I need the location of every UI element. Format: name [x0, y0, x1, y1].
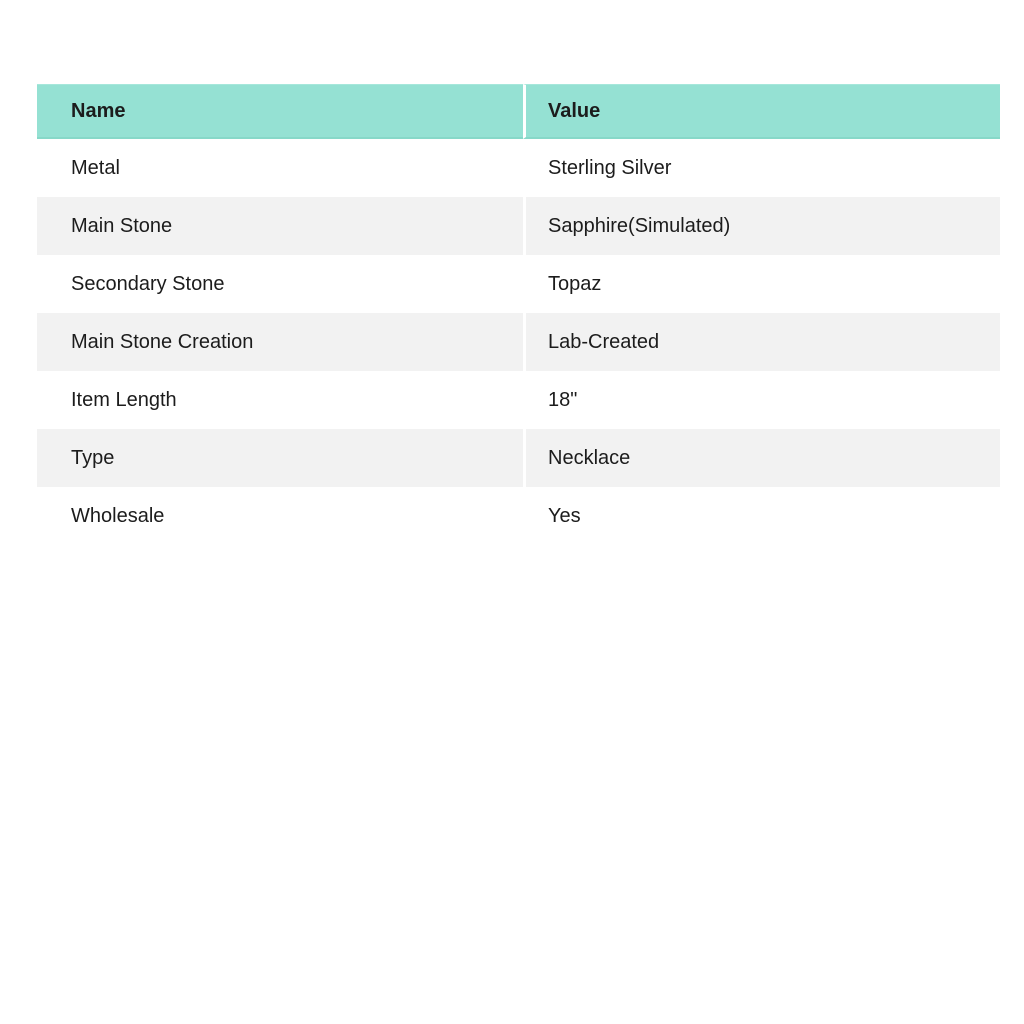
cell-name: Metal	[37, 139, 523, 197]
table-row	[37, 139, 1000, 197]
table-row	[37, 487, 1000, 545]
cell-name: Secondary Stone	[37, 255, 523, 313]
cell-name: Item Length	[37, 371, 523, 429]
cell-value: 18"	[523, 371, 1000, 429]
item-specifics-table	[37, 84, 1000, 545]
table-row	[37, 429, 1000, 487]
table-row	[37, 371, 1000, 429]
cell-value: Sterling Silver	[523, 139, 1000, 197]
cell-name: Main Stone Creation	[37, 313, 523, 371]
cell-value: Necklace	[523, 429, 1000, 487]
table-header-row	[37, 84, 1000, 139]
cell-value: Lab-Created	[523, 313, 1000, 371]
table-row	[37, 255, 1000, 313]
table-row	[37, 197, 1000, 255]
cell-name: Main Stone	[37, 197, 523, 255]
cell-name: Type	[37, 429, 523, 487]
cell-value: Yes	[523, 487, 1000, 545]
header-cell-name: Name	[37, 84, 523, 139]
cell-value: Topaz	[523, 255, 1000, 313]
header-cell-value: Value	[523, 84, 1000, 139]
table-row	[37, 313, 1000, 371]
item-specifics-table-container	[37, 84, 1000, 545]
cell-value: Sapphire(Simulated)	[523, 197, 1000, 255]
cell-name: Wholesale	[37, 487, 523, 545]
